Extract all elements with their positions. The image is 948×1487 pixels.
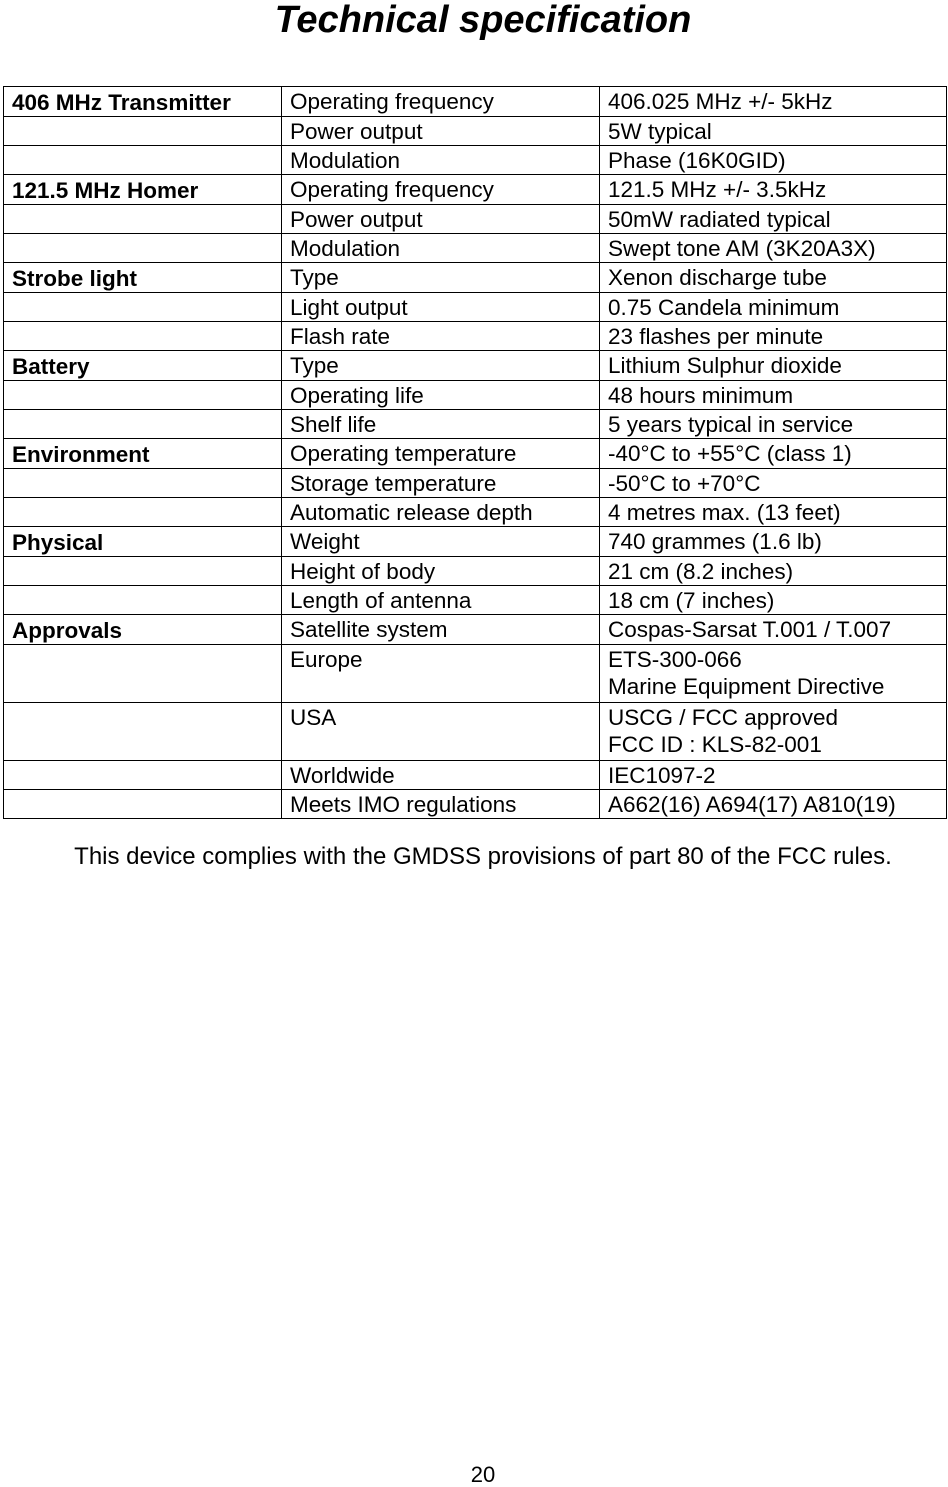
value-cell: 48 hours minimum <box>600 381 947 410</box>
value-cell: Xenon discharge tube <box>600 263 947 293</box>
table-row <box>4 87 947 117</box>
parameter-cell: Worldwide <box>282 761 600 790</box>
parameter-cell: Shelf life <box>282 410 600 439</box>
parameter-cell: Type <box>282 263 600 293</box>
parameter-cell: Power output <box>282 205 600 234</box>
category-cell: Approvals <box>4 615 282 645</box>
category-cell <box>4 761 282 790</box>
value-cell: 50mW radiated typical <box>600 205 947 234</box>
category-cell <box>4 293 282 322</box>
category-cell: Strobe light <box>4 263 282 293</box>
table-row <box>4 761 947 790</box>
table-row <box>4 439 947 469</box>
table-row <box>4 293 947 322</box>
value-line: Marine Equipment Directive <box>608 674 885 699</box>
value-cell: 5W typical <box>600 117 947 146</box>
value-cell: 21 cm (8.2 inches) <box>600 557 947 586</box>
table-row <box>4 117 947 146</box>
value-cell: Lithium Sulphur dioxide <box>600 351 947 381</box>
value-cell: Cospas-Sarsat T.001 / T.007 <box>600 615 947 645</box>
table-row <box>4 351 947 381</box>
table-row <box>4 205 947 234</box>
table-row <box>4 703 947 761</box>
parameter-cell: Operating life <box>282 381 600 410</box>
value-cell: 406.025 MHz +/- 5kHz <box>600 87 947 117</box>
value-cell: 4 metres max. (13 feet) <box>600 498 947 527</box>
category-cell <box>4 381 282 410</box>
category-cell <box>4 234 282 263</box>
value-cell: -40°C to +55°C (class 1) <box>600 439 947 469</box>
value-cell: -50°C to +70°C <box>600 469 947 498</box>
parameter-cell: Operating frequency <box>282 87 600 117</box>
compliance-note: This device complies with the GMDSS provisions of part 80 of the FCC rules. <box>74 843 892 870</box>
value-cell: IEC1097-2 <box>600 761 947 790</box>
category-cell <box>4 322 282 351</box>
category-cell <box>4 146 282 175</box>
parameter-cell: Storage temperature <box>282 469 600 498</box>
parameter-cell: Flash rate <box>282 322 600 351</box>
value-cell: Swept tone AM (3K20A3X) <box>600 234 947 263</box>
parameter-cell: Modulation <box>282 234 600 263</box>
table-row <box>4 234 947 263</box>
parameter-cell: Type <box>282 351 600 381</box>
category-cell <box>4 645 282 703</box>
table-row <box>4 469 947 498</box>
parameter-cell: Operating temperature <box>282 439 600 469</box>
value-line: ETS-300-066 <box>608 647 742 672</box>
table-row <box>4 381 947 410</box>
table-row <box>4 146 947 175</box>
value-cell: 0.75 Candela minimum <box>600 293 947 322</box>
parameter-cell: Modulation <box>282 146 600 175</box>
category-cell <box>4 557 282 586</box>
table-row <box>4 263 947 293</box>
value-cell: 121.5 MHz +/- 3.5kHz <box>600 175 947 205</box>
category-cell <box>4 498 282 527</box>
page-title: Technical specification <box>274 0 692 41</box>
parameter-cell: Power output <box>282 117 600 146</box>
spec-table <box>3 86 947 819</box>
category-cell <box>4 410 282 439</box>
value-line: FCC ID : KLS-82-001 <box>608 732 822 757</box>
table-row <box>4 175 947 205</box>
value-line: USCG / FCC approved <box>608 705 839 730</box>
value-cell <box>600 645 947 703</box>
category-cell: 121.5 MHz Homer <box>4 175 282 205</box>
parameter-cell: Operating frequency <box>282 175 600 205</box>
category-cell: Environment <box>4 439 282 469</box>
category-cell <box>4 469 282 498</box>
parameter-cell: Weight <box>282 527 600 557</box>
category-cell: Physical <box>4 527 282 557</box>
table-row <box>4 790 947 819</box>
parameter-cell: Height of body <box>282 557 600 586</box>
parameter-cell: USA <box>282 703 600 761</box>
category-cell <box>4 586 282 615</box>
value-cell: 23 flashes per minute <box>600 322 947 351</box>
table-row <box>4 410 947 439</box>
value-cell: 740 grammes (1.6 lb) <box>600 527 947 557</box>
parameter-cell: Automatic release depth <box>282 498 600 527</box>
parameter-cell: Meets IMO regulations <box>282 790 600 819</box>
value-cell: Phase (16K0GID) <box>600 146 947 175</box>
category-cell <box>4 703 282 761</box>
value-cell: 5 years typical in service <box>600 410 947 439</box>
table-row <box>4 322 947 351</box>
parameter-cell: Europe <box>282 645 600 703</box>
value-cell: A662(16) A694(17) A810(19) <box>600 790 947 819</box>
category-cell: 406 MHz Transmitter <box>4 87 282 117</box>
category-cell <box>4 205 282 234</box>
table-row <box>4 586 947 615</box>
category-cell <box>4 117 282 146</box>
parameter-cell: Length of antenna <box>282 586 600 615</box>
value-cell <box>600 703 947 761</box>
table-row <box>4 527 947 557</box>
table-row <box>4 498 947 527</box>
table-row <box>4 645 947 703</box>
category-cell <box>4 790 282 819</box>
category-cell: Battery <box>4 351 282 381</box>
value-cell: 18 cm (7 inches) <box>600 586 947 615</box>
table-row <box>4 615 947 645</box>
table-row <box>4 557 947 586</box>
page-number: 20 <box>470 1462 496 1487</box>
parameter-cell: Satellite system <box>282 615 600 645</box>
parameter-cell: Light output <box>282 293 600 322</box>
